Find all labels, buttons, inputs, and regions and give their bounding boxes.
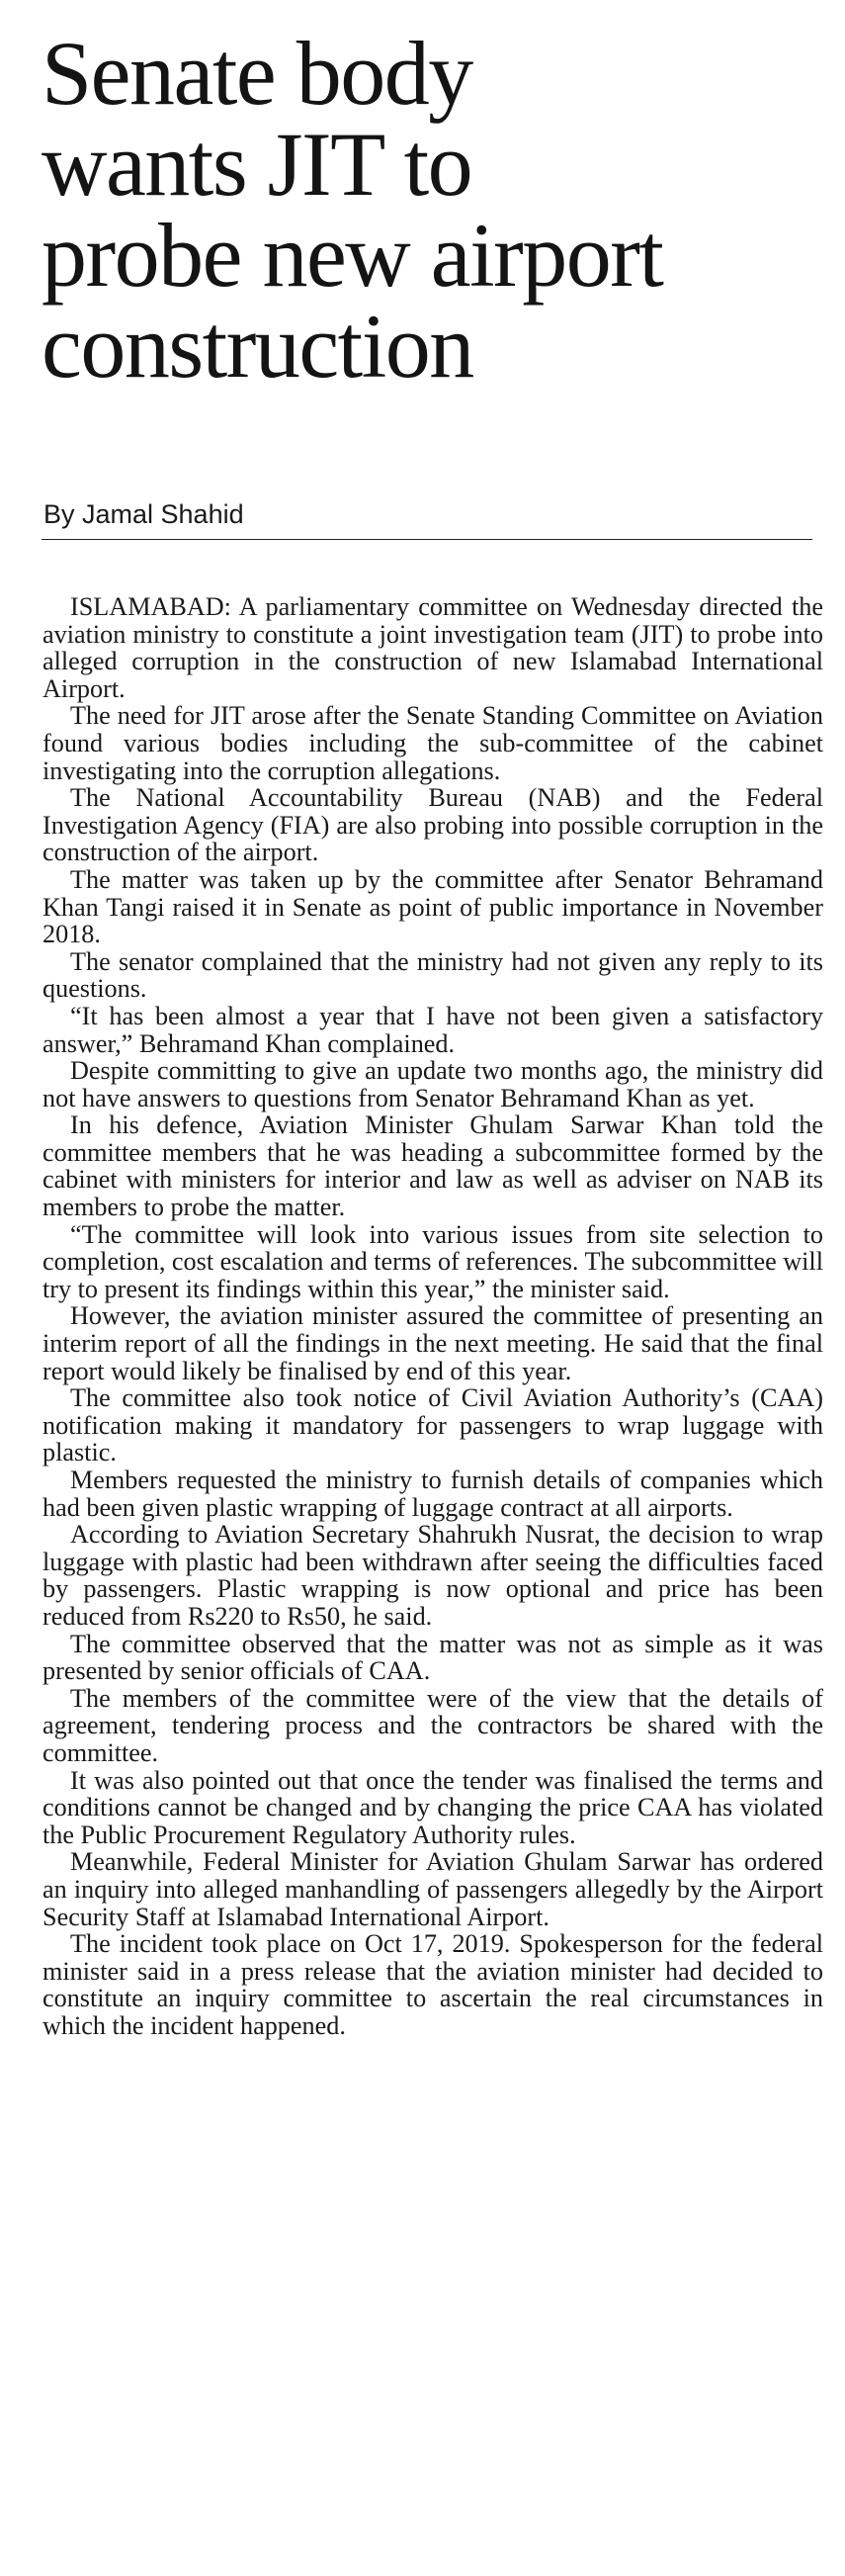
paragraph: The incident took place on Oct 17, 2019. Spokesperson for the federal minister said in a press release that the aviation minister had decided to constitute an inquiry committee to ascertain the real circumstances in which the incident happened. [42,1929,823,2040]
paragraph: The matter was taken up by the committee after Senator Behramand Khan Tangi raised it in Senate as point of public importance in November 2018. [42,864,823,949]
paragraph: The committee observed that the matter was not as simple as it was presented by senior officials of CAA. [42,1629,823,1686]
paragraph: “It has been almost a year that I have not been given a satisfactory answer,” Behramand Khan complained. [42,1001,823,1058]
article-body [42,593,823,2039]
paragraph: Meanwhile, Federal Minister for Aviation Ghulam Sarwar has ordered an inquiry into alleged manhandling of passengers allegedly by the Airport Security Staff at Islamabad International Airport. [42,1847,823,1931]
paragraph: Members requested the ministry to furnish details of companies which had been given plastic wrapping of luggage contract at all airports. [42,1466,823,1522]
headline-line: Senate body [42,23,472,124]
paragraph: The members of the committee were of the view that the details of agreement, tendering process and the contractors be shared with the committee. [42,1683,823,1767]
headline [42,23,832,397]
byline: By Jamal Shahid [43,499,244,529]
headline-line: construction [42,296,473,397]
paragraph: ISLAMABAD: A parliamentary committee on Wednesday directed the aviation ministry to constitute a joint investigation team (JIT) to probe into alleged corruption in the construction of new Islamabad International Airport. [42,592,823,703]
paragraph: The senator complained that the ministry had not given any reply to its questions. [42,946,823,1004]
paragraph: However, the aviation minister assured the committee of presenting an interim report of all the findings in the next meeting. He said that the final report would likely be finalised by end of this year. [42,1301,823,1385]
paragraph: The committee also took notice of Civil Aviation Authority’s (CAA) notification making it mandatory for passengers to wrap luggage with plastic. [42,1383,823,1467]
paragraph: Despite committing to give an update two months ago, the ministry did not have answers to questions from Senator Behramand Khan as yet. [42,1056,823,1112]
paragraph: “The committee will look into various issues from site selection to completion, cost escalation and terms of references. The subcommittee will try to present its findings within this year,” the minister said. [42,1219,823,1303]
paragraph: The National Accountability Bureau (NAB) and the Federal Investigation Agency (FIA) are also probing into possible corruption in the construction of the airport. [42,783,823,867]
paragraph: It was also pointed out that once the tender was finalised the terms and conditions cannot be changed and by changing the price CAA has violated the Public Procurement Regulatory Authority rules. [42,1765,823,1849]
paragraph: In his defence, Aviation Minister Ghulam Sarwar Khan told the committee members that he was heading a subcommittee formed by the cabinet with ministers for interior and law as well as adviser on NAB its members to probe the matter. [42,1110,823,1222]
paragraph: According to Aviation Secretary Shahrukh Nusrat, the decision to wrap luggage with plastic had been withdrawn after seeing the difficulties faced by passengers. Plastic wrapping is now optional and price has been reduced from Rs220 to Rs50, he said. [42,1520,823,1631]
headline-line: probe new airport [42,205,663,306]
paragraph: The need for JIT arose after the Senate Standing Committee on Aviation found various bodies including the sub-committee of the cabinet investigating into the corruption allegations. [42,701,823,785]
headline-line: wants JIT to [42,114,472,215]
byline-divider [42,539,812,540]
